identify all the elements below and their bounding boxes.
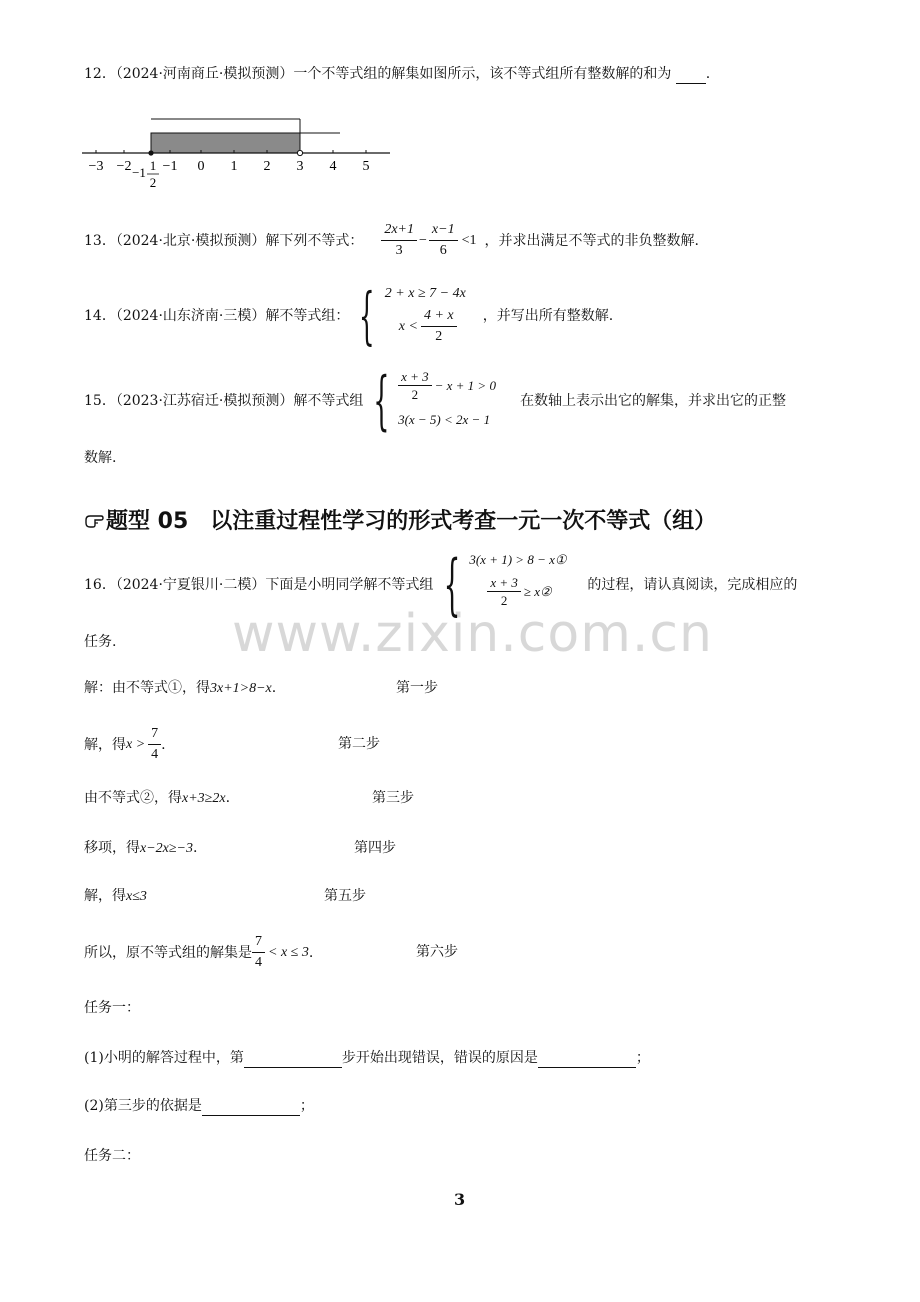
closed-endpoint: [148, 150, 153, 155]
task-one-title: 任务一：: [84, 1000, 140, 1016]
question-15-continuation: 数解.: [84, 450, 117, 466]
fraction-denominator: 4: [151, 747, 159, 762]
answer-blank[interactable]: [538, 1053, 636, 1068]
fraction: [429, 220, 458, 261]
step-punct: .: [308, 944, 314, 961]
fraction-numerator: x + 3: [398, 368, 432, 386]
question-16-suffix: 的过程，请认真阅读，完成相应的: [587, 577, 798, 593]
step-math: x≤3: [126, 889, 147, 904]
question-13-suffix: ，并求出满足不等式的非负整数解.: [484, 232, 699, 249]
section-title: 题型 05 以注重过程性学习的形式考查一元一次不等式（组）: [106, 509, 717, 534]
system-line-2-lhs: x <: [398, 318, 418, 334]
step-math: x−2x≥−3: [140, 841, 194, 856]
fraction: [421, 306, 457, 347]
inequality-rhs: <1: [461, 232, 477, 248]
tick-label: 5: [362, 159, 370, 174]
solution-step: [84, 932, 313, 973]
question-14-text: 14．（2024·山东济南·三模）解不等式组：: [84, 308, 350, 324]
fraction-numerator: 2x+1: [381, 220, 417, 241]
tick-label: 0: [197, 159, 205, 174]
question-12-period: .: [705, 66, 711, 82]
fraction: [398, 368, 432, 403]
step-label: 第四步: [354, 840, 396, 856]
step-math: 3x+1>8−x: [210, 681, 272, 696]
step-math: < x ≤ 3: [268, 944, 309, 960]
tick-label: 1: [230, 159, 238, 174]
step-punct: .: [161, 736, 166, 753]
solution-shaded-region: [151, 133, 300, 153]
tick-label-half-denominator: 2: [149, 175, 157, 190]
question-14-suffix: ，并写出所有整数解.: [482, 308, 614, 324]
step-text: 所以，原不等式组的解集是: [84, 944, 252, 961]
solution-step: [84, 724, 166, 765]
question-14: [84, 279, 614, 352]
system-line-1: 2 + x ≥ 7 − 4x: [384, 286, 466, 301]
step-math: x+3≥2x: [182, 791, 226, 806]
answer-blank[interactable]: [202, 1101, 300, 1116]
fraction-denominator: 2: [435, 329, 443, 344]
solution-step: [84, 788, 230, 809]
fraction-denominator: 3: [395, 243, 403, 258]
fraction: [148, 724, 161, 765]
step-punct: .: [193, 840, 198, 856]
tick-label: 3: [296, 159, 304, 174]
step-text: 解：由不等式①，得: [84, 680, 210, 696]
system-line-2: 3(x − 5) < 2x − 1: [398, 412, 491, 427]
task-item-text: (1)小明的解答过程中，第: [84, 1050, 244, 1066]
page-number: 3: [454, 1190, 466, 1209]
fraction-numerator: x−1: [429, 220, 458, 241]
task-item-text: (2)第三步的依据是: [84, 1098, 202, 1114]
task-item-text: ；: [299, 1098, 314, 1114]
step-text: 由不等式②，得: [84, 790, 182, 806]
solution-step: [84, 886, 147, 907]
section-heading: [84, 504, 716, 535]
watermark: www.zixin.com.cn: [232, 604, 713, 664]
step-label: 第二步: [338, 736, 380, 752]
question-12: [84, 64, 710, 84]
question-13-text: 13．（2024·北京·模拟预测）解下列不等式：: [84, 232, 364, 249]
question-16-continuation: 任务.: [84, 634, 117, 650]
system-line-1: 3(x + 1) > 8 − x①: [469, 552, 567, 567]
system-line-2-rest: ≥ x②: [523, 583, 552, 599]
fraction-numerator: x + 3: [487, 574, 521, 592]
question-16: [84, 546, 798, 623]
step-label: 第六步: [416, 944, 458, 960]
question-12-text: 12．（2024·河南商丘·模拟预测）一个不等式组的解集如图所示，该不等式组所有整数解的和为: [84, 66, 672, 82]
pointing-hand-icon: [84, 510, 104, 530]
step-text: 解，得: [84, 888, 126, 904]
tick-label: −2: [116, 159, 132, 174]
fraction: [487, 574, 521, 609]
answer-blank[interactable]: [676, 69, 706, 84]
tick-label: −1: [162, 159, 178, 174]
question-15: [84, 364, 787, 438]
step-label: 第一步: [396, 680, 438, 696]
fraction: [252, 932, 265, 973]
task-two-title: 任务二：: [84, 1148, 140, 1164]
question-15-suffix: 在数轴上表示出它的解集，并求出它的正整: [520, 393, 787, 409]
step-label: 第三步: [372, 790, 414, 806]
fraction-numerator: 7: [148, 724, 161, 745]
fraction-denominator: 2: [500, 593, 508, 608]
tick-label-half-whole: −1: [132, 165, 146, 180]
tick-label: 2: [263, 159, 271, 174]
step-label: 第五步: [324, 888, 366, 904]
tick-label: 4: [329, 159, 337, 174]
step-text: 移项，得: [84, 840, 140, 856]
task-item-text: ；: [635, 1050, 650, 1066]
left-brace: {: [373, 364, 390, 438]
number-line-figure: [78, 110, 398, 194]
step-punct: .: [225, 790, 231, 806]
answer-blank[interactable]: [244, 1053, 342, 1068]
question-13: [84, 220, 699, 261]
question-16-text: 16．（2024·宁夏银川·二模）下面是小明同学解不等式组: [84, 577, 434, 593]
step-math: x >: [126, 736, 146, 752]
task-item-text: 步开始出现错误，错误的原因是: [341, 1050, 538, 1066]
fraction-denominator: 2: [411, 387, 419, 402]
fraction-numerator: 7: [252, 932, 265, 953]
tick-label-half-numerator: 1: [149, 158, 157, 173]
left-brace: {: [359, 279, 375, 352]
system-line-1-rest: − x + 1 > 0: [434, 377, 496, 393]
tick-label: −3: [88, 159, 104, 174]
task-one-item-1: [84, 1048, 650, 1068]
step-punct: .: [271, 680, 277, 696]
minus-sign: −: [419, 232, 427, 248]
fraction-denominator: 4: [255, 955, 262, 970]
open-endpoint: [297, 150, 302, 155]
fraction-numerator: 4 + x: [421, 306, 457, 327]
solution-step: [84, 838, 197, 859]
task-one-item-2: [84, 1096, 314, 1116]
question-15-text: 15．（2023·江苏宿迁·模拟预测）解不等式组: [84, 393, 364, 409]
left-brace: {: [443, 546, 461, 623]
step-text: 解，得: [84, 736, 126, 753]
fraction-denominator: 6: [439, 243, 447, 258]
fraction: [381, 220, 417, 261]
solution-step: [84, 678, 276, 699]
